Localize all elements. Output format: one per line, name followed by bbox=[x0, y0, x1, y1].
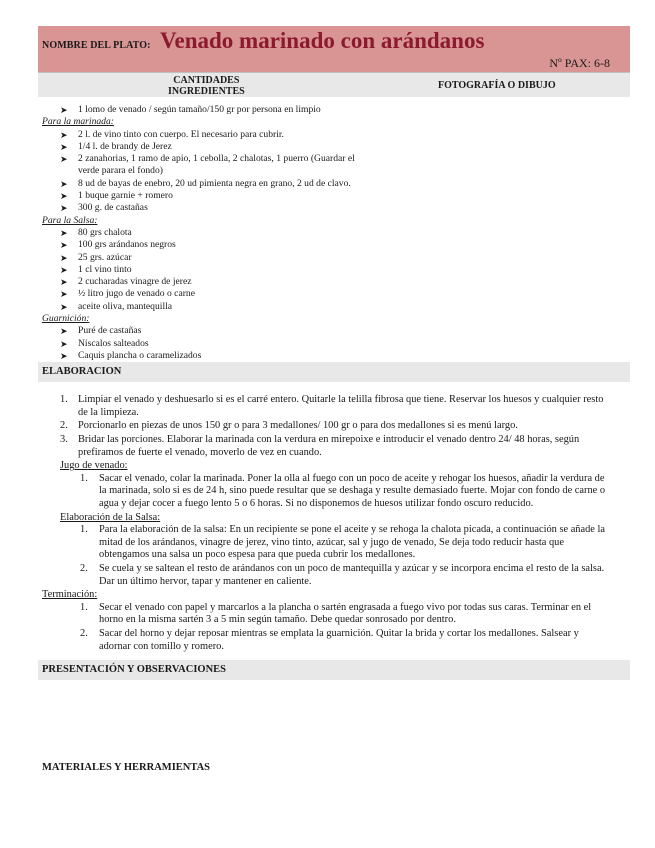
arrow-bullet-icon: ➤ bbox=[60, 203, 68, 214]
garnish-title: Guarnición: bbox=[42, 313, 90, 325]
photo-column-header: FOTOGRAFÍA O DIBUJO bbox=[438, 80, 556, 91]
arrow-bullet-icon: ➤ bbox=[60, 350, 68, 361]
arrow-bullet-icon: ➤ bbox=[60, 227, 68, 238]
list-item: ➤ ½ litro jugo de venado o carne bbox=[60, 288, 195, 300]
dish-name-label: NOMBRE DEL PLATO: bbox=[42, 40, 151, 51]
elaboration-section bbox=[38, 382, 630, 660]
list-item: ➤ 1/4 l. de brandy de Jerez bbox=[60, 140, 172, 152]
list-item: ➤ Caquis plancha o caramelizados bbox=[60, 349, 202, 361]
column-header bbox=[38, 73, 630, 97]
list-item: 2. Se cuela y se saltean el resto de arándanos con un poco de mantequilla y azúcar y se incorpora encima el resto de la salsa. Dar un último hervor, tapar y mantener en caliente. bbox=[80, 562, 605, 587]
arrow-bullet-icon: ➤ bbox=[60, 129, 68, 140]
list-item: ➤ 8 ud de bayas de enebro, 20 ud pimienta negra en grano, 2 ud de clavo. bbox=[60, 177, 351, 189]
arrow-bullet-icon: ➤ bbox=[60, 277, 68, 288]
arrow-bullet-icon: ➤ bbox=[60, 141, 68, 152]
sauce-title: Para la Salsa: bbox=[42, 214, 98, 226]
ingredients-list bbox=[38, 97, 630, 362]
presentation-header: PRESENTACIÓN Y OBSERVACIONES bbox=[38, 660, 630, 680]
list-item: ➤ 100 grs arándanos negros bbox=[60, 239, 176, 251]
list-item: 3. Bridar las porciones. Elaborar la marinada con la verdura en mirepoixe e introducir el venado dentro 24/ 48 horas, según prefiramos de fuerte el venado, moverlo de vez en cuando. bbox=[60, 434, 580, 458]
list-item: ➤ 80 grs chalota bbox=[60, 226, 132, 238]
list-item: 2. Porcionarlo en piezas de unos 150 gr o para 3 medallones/ 100 gr o para dos medallones si es menú largo. bbox=[60, 420, 518, 432]
list-item: 1. Para la elaboración de la salsa: En un recipiente se pone el aceite y se rehoga la chalota picada, a continuación se añade la mitad de los arándanos, vinagre de jerez, vino tinto, azúcar, sal y jugo de venado, Se deja todo reducir hasta que obtengamos una salsa un poco espesa para que pueda cubrir los medallones. bbox=[80, 524, 606, 561]
list-item: ➤ aceite oliva, mantequilla bbox=[60, 300, 173, 312]
termination-title: Terminación: bbox=[42, 589, 98, 601]
ingredients-heading: INGREDIENTES bbox=[168, 86, 245, 97]
arrow-bullet-icon: ➤ bbox=[60, 338, 68, 349]
arrow-bullet-icon: ➤ bbox=[60, 301, 68, 312]
list-item: ➤ 2 cucharadas vinagre de jerez bbox=[60, 276, 192, 288]
jugo-title: Jugo de venado: bbox=[60, 460, 128, 472]
arrow-bullet-icon: ➤ bbox=[60, 240, 68, 251]
list-item: 1. Limpiar el venado y deshuesarlo si es el carré entero. Quitarle la telilla fibrosa que tiene. Reservar los huesos y cualquier resto de la limpieza. bbox=[60, 394, 604, 418]
title-bar bbox=[38, 26, 630, 73]
ingredients-column-header bbox=[168, 75, 245, 97]
marinade-title: Para la marinada: bbox=[42, 116, 114, 128]
arrow-bullet-icon: ➤ bbox=[60, 191, 68, 202]
arrow-bullet-icon: ➤ bbox=[60, 178, 68, 189]
list-item: ➤ 1 cl vino tinto bbox=[60, 263, 132, 275]
recipe-sheet bbox=[38, 26, 630, 773]
list-item: ➤ 1 lomo de venado / según tamaño/150 gr por persona en limpio bbox=[60, 104, 321, 115]
arrow-bullet-icon: ➤ bbox=[60, 264, 68, 275]
elaboration-header: ELABORACION bbox=[38, 362, 630, 382]
list-item: ➤ 25 grs. azúcar bbox=[60, 251, 132, 263]
dish-name: Venado marinado con arándanos bbox=[160, 28, 485, 53]
arrow-bullet-icon: ➤ bbox=[60, 154, 68, 165]
list-item: ➤ Puré de castañas bbox=[60, 325, 142, 337]
list-item: ➤ Níscalos salteados bbox=[60, 337, 149, 349]
arrow-bullet-icon: ➤ bbox=[60, 326, 68, 337]
quantities-heading: CANTIDADES bbox=[173, 75, 240, 86]
list-item: 1. Sacar el venado, colar la marinada. Poner la olla al fuego con un poco de aceite y rehogar los huesos, añadir la verdura de la marinada, solo si es de 24 h, sino puede resultar que se deshaga y resulte demasiado fuerte. Mojar con fondo de carne o agua y dejar cocer a fuego lento 5 o 6 horas. Si no disponemos de huesos utilizar fondo oscuro reducido. bbox=[80, 472, 606, 509]
list-item: ➤ 300 g. de castañas bbox=[60, 202, 148, 214]
list-item: 1. Secar el venado con papel y marcarlos a la plancha o sartén engrasada a fuego vivo por todas sus caras. Terminar en el horno en la misma sartén 3 a 5 min según tamaño. Debe quedar sonrosado por dentro. bbox=[80, 601, 592, 626]
list-item: ➤ 2 l. de vino tinto con cuerpo. El necesario para cubrir. bbox=[60, 128, 284, 140]
pax-count: Nº PAX: 6-8 bbox=[549, 56, 610, 70]
materials-header: MATERIALES Y HERRAMIENTAS bbox=[42, 762, 211, 773]
list-item: ➤ 2 zanahorias, 1 ramo de apio, 1 cebolla, 2 chalotas, 1 puerro (Guardar el verde parara el fondo) bbox=[60, 153, 355, 177]
arrow-bullet-icon: ➤ bbox=[60, 289, 68, 300]
list-item: 2. Sacar del horno y dejar reposar mientras se emplata la guarnición. Quitar la brida y cortar los medallones. Salsear y adornar con tomillo y romero. bbox=[80, 627, 579, 652]
arrow-bullet-icon: ➤ bbox=[60, 252, 68, 263]
salsa-title: Elaboración de la Salsa: bbox=[60, 511, 161, 523]
list-item: ➤ 1 buque garnie + romero bbox=[60, 190, 173, 202]
arrow-bullet-icon: ➤ bbox=[60, 105, 68, 115]
